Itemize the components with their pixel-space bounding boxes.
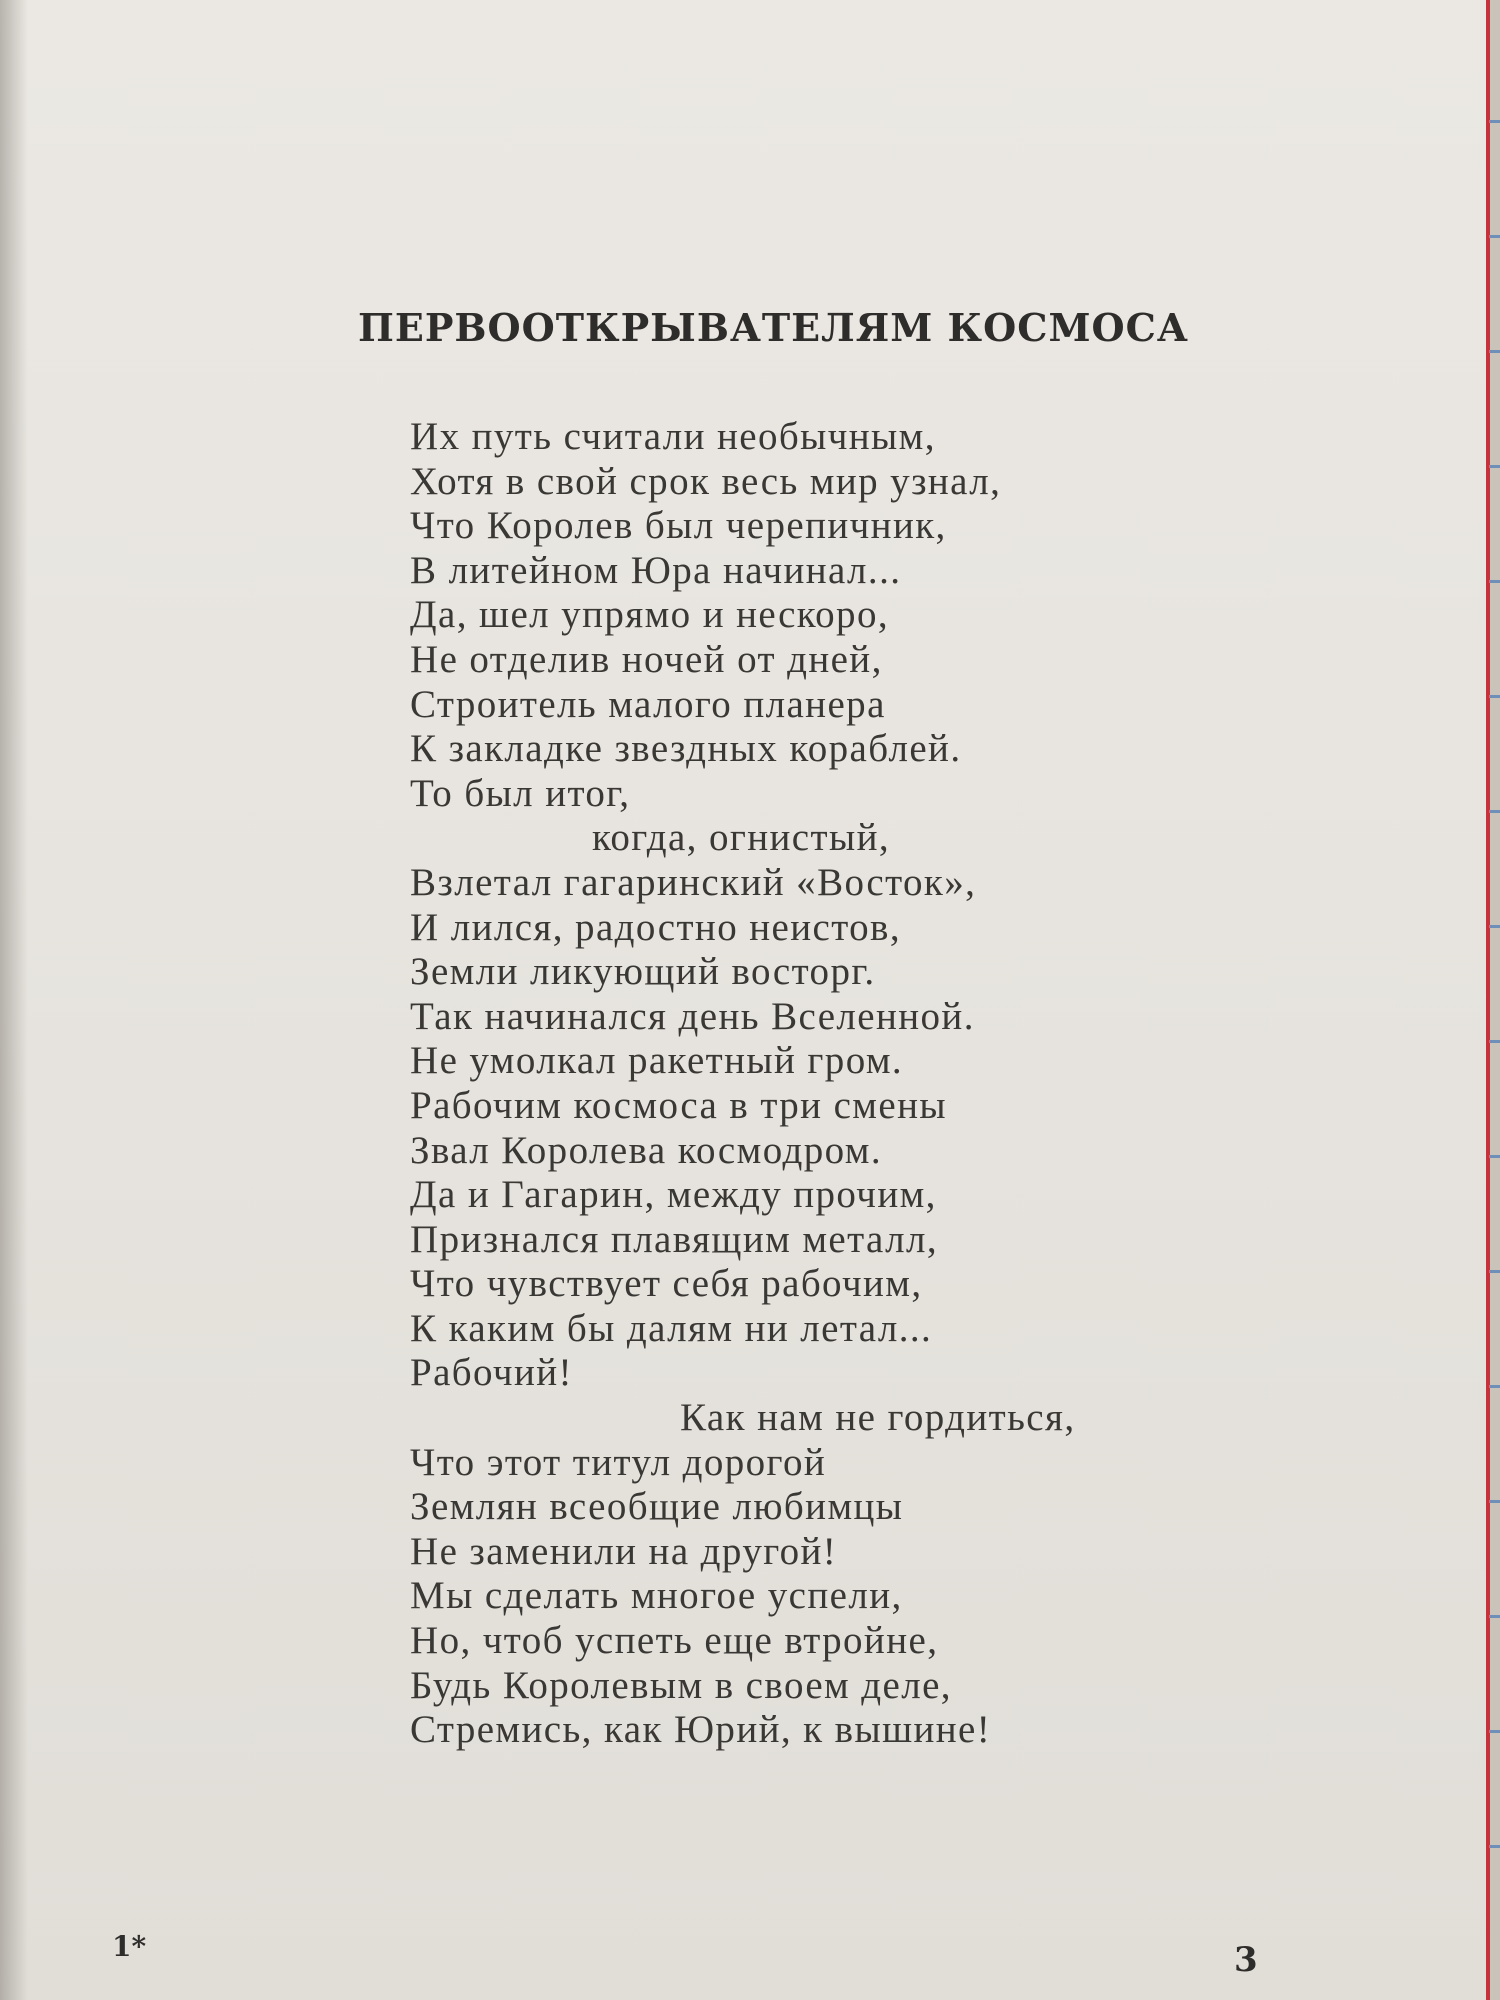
poem-line: Признался плавящим металл, [410, 1217, 938, 1261]
poem-body [410, 415, 1170, 1753]
poem-line: В литейном Юра начинал... [410, 548, 902, 592]
grid-tick [1489, 1730, 1500, 1733]
grid-tick [1489, 1500, 1500, 1503]
grid-tick [1489, 1385, 1500, 1388]
poem-line: К каким бы далям ни летал... [410, 1306, 933, 1350]
poem-line: Но, чтоб успеть еще втройне, [410, 1619, 939, 1663]
poem-line: Будь Королевым в своем деле, [410, 1663, 952, 1707]
poem-line: К закладке звездных кораблей. [410, 727, 962, 771]
poem-line: То был итог, [410, 771, 631, 815]
poem-line: Звал Королева космодром. [410, 1128, 883, 1172]
poem-line: Строитель малого планера [410, 682, 886, 726]
poem-line: Что чувствует себя рабочим, [410, 1262, 923, 1306]
poem-line: Да и Гагарин, между прочим, [410, 1173, 937, 1217]
grid-tick [1489, 1615, 1500, 1618]
grid-tick [1489, 465, 1500, 468]
grid-tick [1489, 810, 1500, 813]
poem-line: Рабочим космоса в три смены [410, 1083, 947, 1127]
poem-line-indented: Как нам не гордиться, [680, 1396, 1076, 1440]
poem-line: Так начинался день Вселенной. [410, 994, 975, 1038]
grid-tick [1489, 1155, 1500, 1158]
poem-line: Стремись, как Юрий, к вышине! [410, 1708, 992, 1752]
page-number: 3 [1234, 1940, 1258, 1980]
grid-tick [1489, 580, 1500, 583]
grid-tick [1489, 1845, 1500, 1848]
red-margin-rule [1486, 0, 1490, 2000]
grid-tick [1489, 1040, 1500, 1043]
poem-line: И лился, радостно неистов, [410, 905, 902, 949]
poem-line: Их путь считали необычным, [410, 415, 936, 458]
poem-title: ПЕРВООТКРЫВАТЕЛЯМ КОСМОСА [358, 305, 1189, 350]
grid-tick [1489, 350, 1500, 353]
binding-shadow [0, 0, 28, 2000]
grid-tick [1489, 925, 1500, 928]
poem-line: Что этот титул дорогой [410, 1440, 827, 1484]
poem-line: Не умолкал ракетный гром. [410, 1039, 904, 1083]
poem-line: Взлетал гагаринский «Восток», [410, 860, 977, 904]
grid-tick [1489, 235, 1500, 238]
poem-line: Хотя в свой срок весь мир узнал, [410, 459, 1002, 503]
poem-line-indented: когда, огнистый, [592, 816, 890, 860]
poem-line: Не заменили на другой! [410, 1529, 838, 1573]
grid-tick [1489, 695, 1500, 698]
poem-line: Да, шел упрямо и нескоро, [410, 593, 890, 637]
grid-tick [1489, 120, 1500, 123]
poem-line: Не отделив ночей от дней, [410, 637, 883, 681]
poem-line: Землян всеобщие любимцы [410, 1485, 904, 1529]
poem-line: Мы сделать многое успели, [410, 1574, 903, 1618]
poem-line: Рабочий! [410, 1351, 573, 1395]
printer-signature-mark: 1* [112, 1930, 147, 1963]
poem-line: Что Королев был черепичник, [410, 504, 947, 548]
poem-line: Земли ликующий восторг. [410, 950, 876, 994]
grid-tick [1489, 1270, 1500, 1273]
